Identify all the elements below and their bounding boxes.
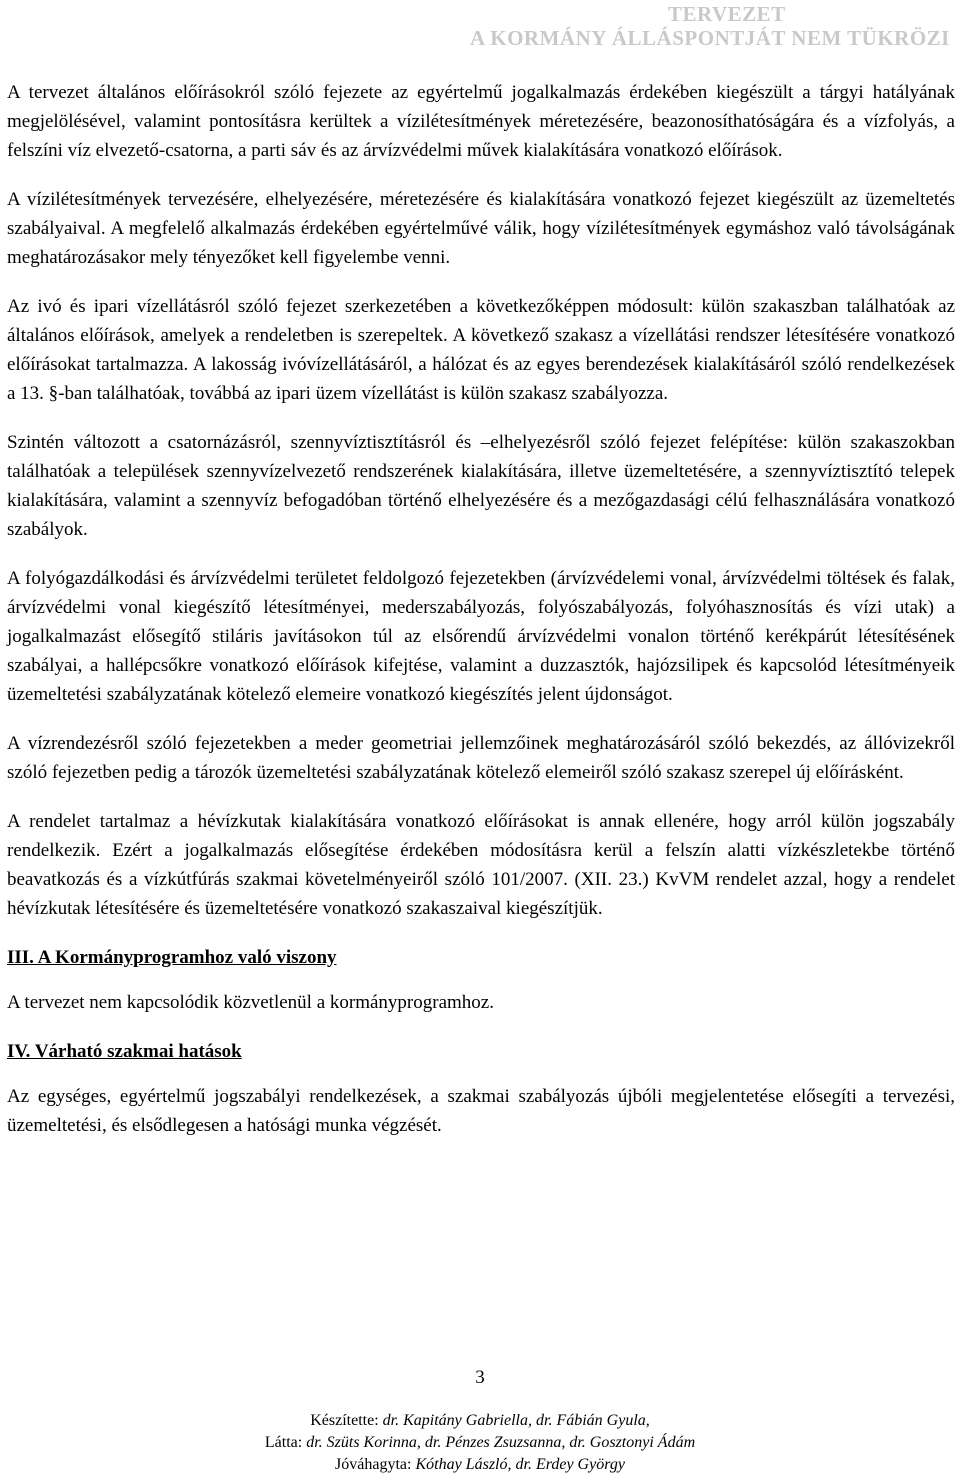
paragraph-water-supply: Az ivó és ipari vízellátásról szóló fejezet szerkezetében a következőképpen módosult: külön szakaszban találhatóak az általános előírások, amelyek a rendeletben is szerepeltek. A következő szakasz a vízellátási rendszer létesítésére vonatkozó előírásokat tartalmazza. A lakosság ivóvízellátásáról, a hálózat és az egyes berendezések kialakításáról szóló rendelkezések a 13. §-ban találhatóak, továbbá az ipari üzem vízellátást is külön szakasz szabályozza. bbox=[7, 296, 955, 404]
watermark-line-2: A KORMÁNY ÁLLÁSPONTJÁT NEM TÜKRÖZI bbox=[470, 26, 950, 50]
paragraph-sewerage: Szintén változott a csatornázásról, szennyvíztisztításról és –elhelyezésről szóló fejezet felépítése: külön szakaszokban találhatóak a települések szennyvízelvezető rendszerének kialakítására, illetve üzemeltetésére, a szennyvíztisztító telepek kialakítására, valamint a szennyvíz befogadóban történő elhelyezésére és a mezőgazdasági célú felhasználására vonatkozó szabályok. bbox=[7, 432, 955, 540]
footer-approved-by-names: Kóthay László, dr. Erdey György bbox=[415, 1456, 625, 1473]
footer-approved-by bbox=[0, 1454, 960, 1476]
footer-reviewed-by-label: Látta: bbox=[264, 1434, 303, 1451]
footer-prepared-by-names: dr. Kapitány Gabriella, dr. Fábián Gyula, bbox=[382, 1412, 650, 1429]
document-footer bbox=[0, 1410, 960, 1476]
paragraph-thermal-wells: A rendelet tartalmaz a hévízkutak kialakítására vonatkozó előírásokat is annak ellenére, hogy arról külön jogszabály rendelkezik. Ezért a jogalkalmazás elősegítése érdekében módosításra kerül a felszín alatti vízkészletekbe történő beavatkozás és a vízkútfúrás szakmai követelményeiről szóló 101/2007. (XII. 23.) KvVM rendelet azzal, hogy a rendelet hévízkutak létesítésére és üzemeltetésére vonatkozó szakaszaival kiegészítjük. bbox=[7, 811, 955, 919]
paragraph-flood-protection: A folyógazdálkodási és árvízvédelmi területet feldolgozó fejezetekben (árvízvédelemi vonal, árvízvédelmi töltések és falak, árvízvédelmi vonal kiegészítő létesítményei, mederszabályozás, folyószabályozás, folyóhasznosítás és vízi utak) a jogalkalmazást elősegítő stiláris javításokon túl az elsőrendű árvízvédelmi vonalon történő kerékpárút létesítésének szabályai, a hallépcsőkre vonatkozó előírások kifejtése, valamint a duzzasztók, hajózsilipek és kapcsolód létesítményeik üzemeltetési szabályzatának kötelező elemeire vonatkozó kiegészítés jelent újdonságot. bbox=[7, 568, 955, 705]
paragraph-professional-impacts: Az egységes, egyértelmű jogszabályi rendelkezések, a szakmai szabályozás újbóli megjelentetése elősegíti a tervezési, üzemeltetési, és elsődlegesen a hatósági munka végzését. bbox=[7, 1086, 955, 1136]
watermark-line-1: TERVEZET bbox=[668, 2, 786, 26]
footer-prepared-by bbox=[0, 1410, 960, 1432]
footer-approved-by-label: Jóváhagyta: bbox=[335, 1456, 412, 1473]
paragraph-government-program: A tervezet nem kapcsolódik közvetlenül a kormányprogramhoz. bbox=[7, 992, 494, 1013]
page-number: 3 bbox=[475, 1367, 485, 1388]
section-heading-professional-impacts: IV. Várható szakmai hatások bbox=[7, 1041, 242, 1062]
footer-reviewed-by-names: dr. Szüts Korinna, dr. Pénzes Zsuzsanna, dr. Gosztonyi Ádám bbox=[306, 1434, 696, 1451]
paragraph-facility-design: A vízilétesítmények tervezésére, elhelyezésére, méretezésére és kialakítására vonatkozó fejezet kiegészült az üzemeltetés szabályaival. A megfelelő alkalmazás érdekében egyértelművé válik, hogy vízilétesítmények egymáshoz való távolságának meghatározásakor mely tényezőket kell figyelembe venni. bbox=[7, 189, 955, 268]
footer-reviewed-by bbox=[0, 1432, 960, 1454]
paragraph-water-regulation: A vízrendezésről szóló fejezetekben a meder geometriai jellemzőinek meghatározásáról szóló bekezdés, az állóvizekről szóló fejezetben pedig a tározók üzemeltetési szabályzatának kötelező elemeiről szóló szakasz szerepel új előírásként. bbox=[7, 733, 955, 783]
footer-prepared-by-label: Készítette: bbox=[310, 1412, 379, 1429]
section-heading-government-program: III. A Kormányprogramhoz való viszony bbox=[7, 947, 337, 968]
document-body bbox=[7, 78, 955, 1160]
paragraph-general-provisions: A tervezet általános előírásokról szóló fejezete az egyértelmű jogalkalmazás érdekében kiegészült a tárgyi hatályának megjelölésével, valamint pontosításra kerültek a vízilétesítmények méretezésére, beazonosíthatóságára és a vízfolyás, a felszíni víz elvezető-csatorna, a parti sáv és az árvízvédelmi művek kialakítására vonatkozó előírások. bbox=[7, 82, 955, 161]
